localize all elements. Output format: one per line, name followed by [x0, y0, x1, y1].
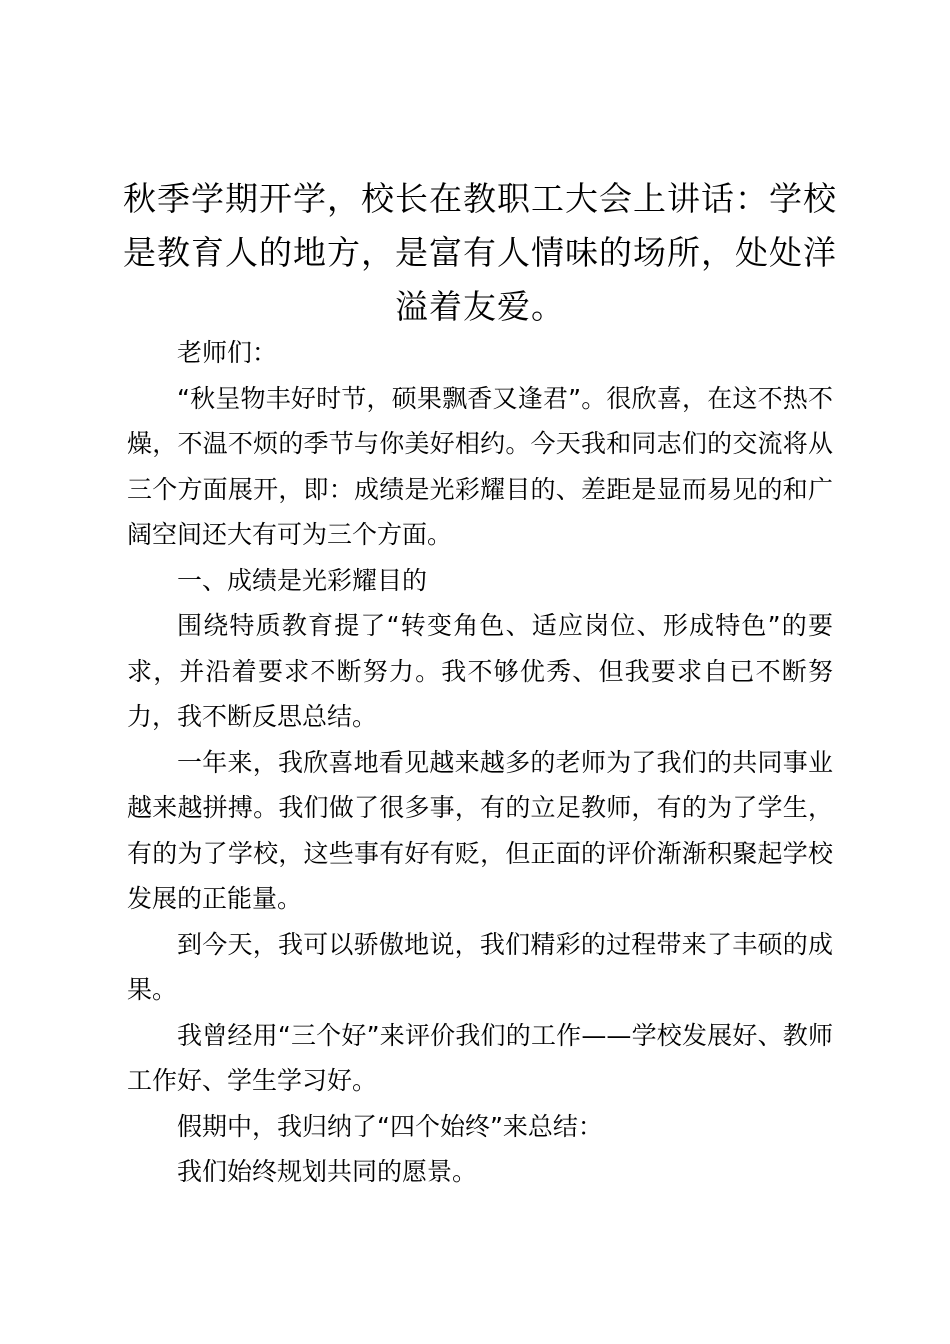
- body-paragraph: 假期中，我归纳了“四个始终”来总结：: [177, 1111, 603, 1141]
- document-title: 秋季学期开学，校长在教职工大会上讲话：学校是教育人的地方，是富有人情味的场所，处处洋溢着友爱。: [123, 179, 837, 326]
- document-body: [127, 330, 833, 1195]
- body-paragraph: 一年来，我欣喜地看见越来越多的老师为了我们的共同事业越来越拼搏。我们做了很多事，有的立足教师，有的为了学生，有的为了学校，这些事有好有贬，但正面的评价渐渐积聚起学校发展的正能量。: [127, 747, 833, 913]
- section-heading-1: 一、成绩是光彩耀目的: [177, 565, 428, 595]
- salutation-paragraph: 老师们：: [177, 338, 278, 367]
- body-paragraph: 围绕特质教育提了“转变角色、适应岗位、形成特色”的要求，并沿着要求不断努力。我不够优秀、但我要求自已不断努力，我不断反思总结。: [127, 611, 833, 731]
- body-paragraph: 我们始终规划共同的愿景。: [177, 1157, 478, 1186]
- body-paragraph: 到今天，我可以骄傲地说，我们精彩的过程带来了丰硕的成果。: [127, 929, 833, 1004]
- intro-paragraph: “秋呈物丰好时节，硕果飘香又逢君”。很欣喜，在这不热不燥，不温不烦的季节与你美好相约。今天我和同志们的交流将从三个方面展开，即：成绩是光彩耀目的、差距是显而易见的和广阔空间还大有可为三个方面。: [127, 383, 833, 549]
- body-paragraph: 我曾经用“三个好”来评价我们的工作——学校发展好、教师工作好、学生学习好。: [127, 1020, 833, 1095]
